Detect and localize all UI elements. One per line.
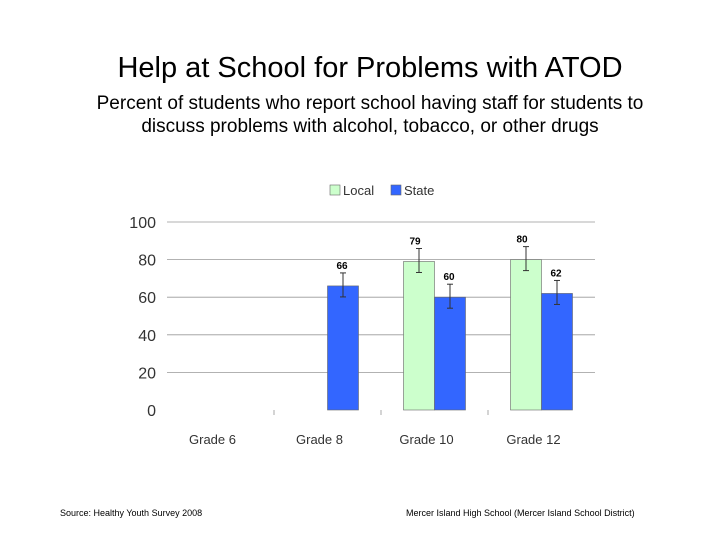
chart-title: Help at School for Problems with ATOD: [117, 52, 623, 84]
x-tick-label-grade-12: Grade 12: [506, 432, 561, 447]
data-label-state-grade-12: 62: [550, 268, 562, 280]
x-tick-label-grade-6: Grade 6: [189, 432, 236, 447]
x-tick-label-grade-10: Grade 10: [399, 432, 454, 447]
legend-label-state: State: [404, 183, 435, 198]
bar-state-grade-10: [435, 297, 466, 410]
subtitle-line-2: discuss problems with alcohol, tobacco, or other drugs: [141, 116, 599, 137]
y-tick-label-60: 60: [138, 290, 156, 308]
subtitle-line-1: Percent of students who report school having staff for students to: [96, 93, 644, 114]
y-tick-label-100: 100: [129, 215, 156, 232]
data-label-state-grade-8: 66: [336, 260, 348, 272]
legend-swatch-local: [330, 185, 340, 195]
x-tick-label-grade-8: Grade 8: [296, 432, 343, 447]
legend-swatch-state: [391, 185, 401, 195]
bar-local-grade-12: [511, 260, 542, 410]
y-tick-label-20: 20: [138, 365, 156, 383]
footer-school: Mercer Island High School (Mercer Island School District): [406, 508, 635, 518]
y-tick-label-40: 40: [138, 327, 156, 345]
bar-state-grade-8: [328, 286, 359, 410]
data-label-local-grade-10: 79: [409, 236, 421, 248]
data-label-state-grade-10: 60: [443, 272, 455, 284]
bar-state-grade-12: [542, 293, 573, 410]
footer-source: Source: Healthy Youth Survey 2008: [60, 508, 203, 518]
legend-label-local: Local: [343, 183, 375, 198]
data-label-local-grade-12: 80: [516, 234, 528, 246]
bar-local-grade-10: [404, 261, 435, 410]
y-tick-label-80: 80: [138, 252, 156, 270]
y-tick-label-0: 0: [147, 403, 156, 420]
